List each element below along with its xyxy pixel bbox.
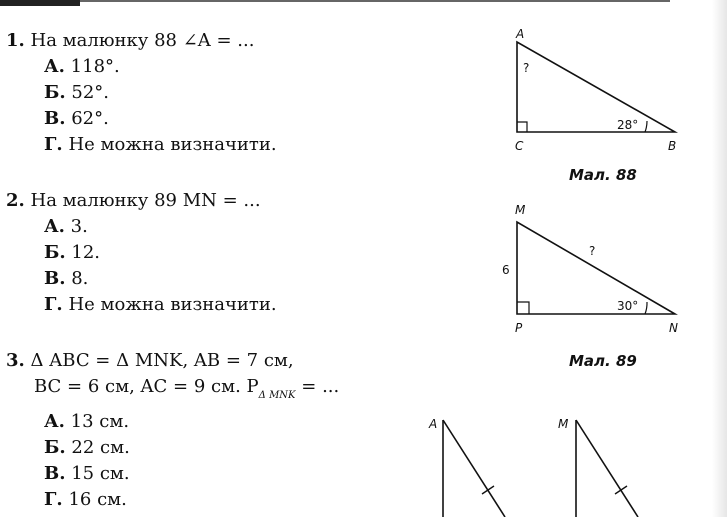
right-angle-mark xyxy=(517,122,527,132)
vertex-m-label: M xyxy=(515,203,526,217)
angle-b-label: 28° xyxy=(617,118,639,132)
vertex-p-label: P xyxy=(515,321,523,335)
option-letter: Б. xyxy=(44,437,66,458)
vertex-m-label: M xyxy=(558,417,569,431)
option-text: Не можна визначити. xyxy=(68,294,277,315)
question-prompt: На малюнку 88 ∠A = ... xyxy=(30,30,255,51)
option-letter: Г. xyxy=(44,294,63,315)
option-letter: А. xyxy=(44,216,65,237)
angle-n-arc xyxy=(645,302,647,314)
vertex-c-label: C xyxy=(515,139,524,153)
angle-a-label: ? xyxy=(523,61,530,75)
question-prompt-end: = ... xyxy=(295,376,340,397)
option-letter: В. xyxy=(44,108,66,129)
option-text: 12. xyxy=(71,242,101,263)
option-text: 62°. xyxy=(71,108,109,129)
option-text: 52°. xyxy=(71,82,110,103)
option-text: 16 см. xyxy=(68,489,127,510)
vertex-b-label: B xyxy=(668,139,677,153)
hypotenuse-label: ? xyxy=(589,244,596,258)
vertex-a-label: A xyxy=(429,417,438,431)
option-text: 15 см. xyxy=(71,463,130,484)
triangle-abc-hyp xyxy=(443,420,505,517)
option-text: 118°. xyxy=(70,56,120,77)
vertex-a-label: A xyxy=(516,27,525,41)
option-text: 13 см. xyxy=(70,411,130,432)
tick-mark xyxy=(482,486,494,494)
triangle-mpn xyxy=(517,222,675,314)
vertex-n-label: N xyxy=(669,321,678,335)
option-letter: А. xyxy=(44,411,65,432)
triangle-acb xyxy=(517,42,675,132)
figure-88-caption: Мал. 88 xyxy=(569,166,637,184)
option-text: 3. xyxy=(70,216,88,237)
option-letter: В. xyxy=(44,463,66,484)
option-letter: Б. xyxy=(44,82,66,103)
figure-89-triangle xyxy=(502,203,678,335)
option-letter: В. xyxy=(44,268,66,289)
question-number: 1. xyxy=(6,30,25,51)
option-letter: Г. xyxy=(44,489,63,510)
option-text: 8. xyxy=(71,268,89,289)
figure-90-triangles xyxy=(428,417,638,517)
angle-b-arc xyxy=(645,121,647,132)
option-text: Не можна визначити. xyxy=(68,134,277,155)
figure-89-caption: Мал. 89 xyxy=(569,352,637,370)
angle-n-label: 30° xyxy=(617,299,639,313)
perimeter-subscript: Δ MNK xyxy=(258,390,296,401)
question-number: 2. xyxy=(6,190,25,211)
option-letter: Г. xyxy=(44,134,63,155)
figure-88-triangle xyxy=(515,27,676,153)
option-text: 22 см. xyxy=(71,437,130,458)
right-angle-mark xyxy=(517,302,529,314)
tick-mark xyxy=(615,486,627,494)
option-letter: Б. xyxy=(44,242,66,263)
question-number: 3. xyxy=(6,350,25,371)
question-prompt: Δ ABC = Δ MNK, AB = 7 см, xyxy=(30,350,294,371)
triangle-mnk-hyp xyxy=(576,420,638,517)
option-letter: А. xyxy=(44,56,65,77)
question-prompt: На малюнку 89 MN = ... xyxy=(30,190,261,211)
question-prompt-cont: BC = 6 см, AC = 9 см. P xyxy=(34,376,259,397)
side-mp-label: 6 xyxy=(502,263,510,277)
page-edge-shadow xyxy=(712,0,727,517)
